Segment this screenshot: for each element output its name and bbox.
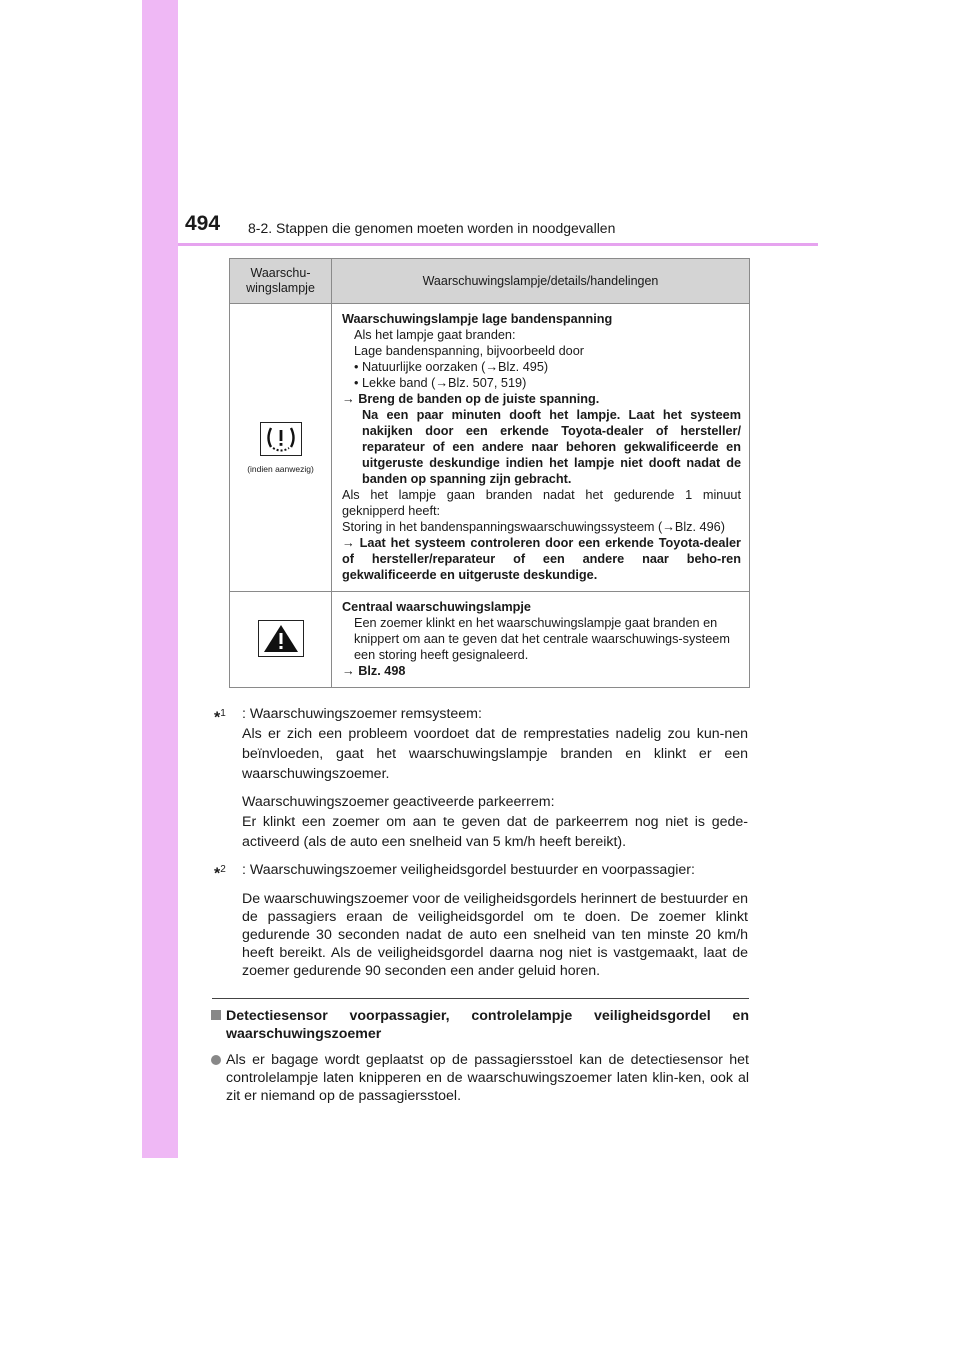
icon-cell (230, 304, 332, 592)
chapter-sidebar-tab (142, 0, 178, 1158)
section-passenger-sensor (211, 1007, 749, 1105)
footnotes: *$^1$ : Waarschuwingszoemer remsysteem: Als er zich een probleem voordoet dat de remprestaties nadelig zou kun-nen beïnvloeden, gaat het waarschuwingslampje branden en klinkt er een waarschuwingszoemer. Waarschuwingszoemer geactiveerde parkeerrem: Er klinkt een zoemer om aan te geven dat de parkeerrem nog niet is gede-activeerd (als de auto een snelheid van 5 km/h heeft bereikt). *$^2$ : Waarschuwingszoemer veiligheidsgordel bestuurder en voorpassagier: De waarschuwingszoemer voor de veiligheidsgordels herinnert de bestuurder en de passagiers eraan de veiligheidsgordel om te doen. De zoemer klinkt gedurende 30 seconden nadat de auto een snelheid van ten minste 20 km/h heeft bereikt. Als de veiligheidsgordel daarna nog niet is vastgemaakt, laat de zoemer gedurende 90 seconden een ander geluid horen. (214, 706, 748, 979)
master-warning-triangle-icon (258, 620, 304, 657)
table-row (230, 592, 750, 688)
section-divider (212, 998, 749, 999)
warning-light-table (229, 258, 750, 688)
row-title: Centraal waarschuwingslampje (342, 600, 531, 614)
col-header-details: Waarschuwingslampje/details/handelingen (332, 259, 750, 304)
footnote-1-text: Als er zich een probleem voordoet dat de remprestaties nadelig zou kun-nen beïnvloeden, gaat het waarschuwingslampje branden en klinkt er een waarschuwingszoemer. (242, 726, 748, 782)
row-title: Waarschuwingslampje lage bandenspanning (342, 312, 613, 326)
details-cell: Centraal waarschuwingslampje Een zoemer klinkt en het waarschuwingslampje gaat branden en knippert om aan te geven dat het centrale waarschuwings-systeem een storing heeft gesignaleerd. → Blz. 498 (332, 592, 750, 688)
tire-pressure-warning-icon (260, 422, 302, 456)
page-number: 494 (185, 212, 221, 235)
chapter-title: 8-2. Stappen die genomen moeten worden in noodgevallen (248, 220, 616, 236)
icon-note: (indien aanwezig) (247, 464, 314, 474)
header-rule (178, 243, 818, 246)
footnote-2-text: De waarschuwingszoemer voor de veiligheidsgordels herinnert de bestuurder en de passagiers eraan de veiligheidsgordel om te doen. De zoemer klinkt gedurende 30 seconden nadat de auto een snelheid van ten minste 20 km/h heeft bereikt. Als de veiligheidsgordel daarna nog niet is vastgemaakt, laat de zoemer gedurende 90 seconden een ander geluid horen. (242, 891, 748, 979)
round-bullet-icon (211, 1055, 221, 1065)
footnote-2-head: *$^2$ : Waarschuwingszoemer veiligheidsgordel bestuurder en voorpassagier: (214, 862, 695, 883)
col-header-light: Waarschu- wingslampje (230, 259, 332, 304)
list-item: Als er bagage wordt geplaatst op de passagiersstoel kan de detectiesensor het controlelampje laten knipperen en de waarschuwingszoemer laten klin-ken, ook al zit er niemand op de passagiersstoel. (211, 1051, 749, 1105)
table-row (230, 304, 750, 592)
table-header-row (230, 259, 750, 304)
square-bullet-icon (211, 1010, 221, 1020)
icon-cell (230, 592, 332, 688)
footnote-1-head: *$^1$ : Waarschuwingszoemer remsysteem: (214, 706, 482, 727)
details-cell: Waarschuwingslampje lage bandenspanning Als het lampje gaat branden: Lage bandenspanning, bijvoorbeeld door • Natuurlijke oorzaken (→Blz. 495) • Lekke band (→Blz. 507, 519) → Breng de banden op de juiste spanning. Na een paar minuten dooft het lampje. Laat het systeem nakijken door een erkende Toyota-dealer of hersteller/ reparateur of een andere naar behoren gekwalificeerde en uitgeruste deskundige indien het lampje niet dooft nadat de banden op spanning zijn gebracht. Als het lampje gaan branden nadat het gedurende 1 minuut geknipperd heeft: Storing in het bandenspanningswaarschuwingssysteem (→Blz. 496) → Laat het systeem controleren door een erkende Toyota-dealer of hersteller/reparateur of een andere naar beho-ren gekwalificeerde en uitgeruste deskundige. (332, 304, 750, 592)
section-title: Detectiesensor voorpassagier, controlelampje veiligheidsgordel en waarschuwingszoemer (211, 1007, 749, 1043)
